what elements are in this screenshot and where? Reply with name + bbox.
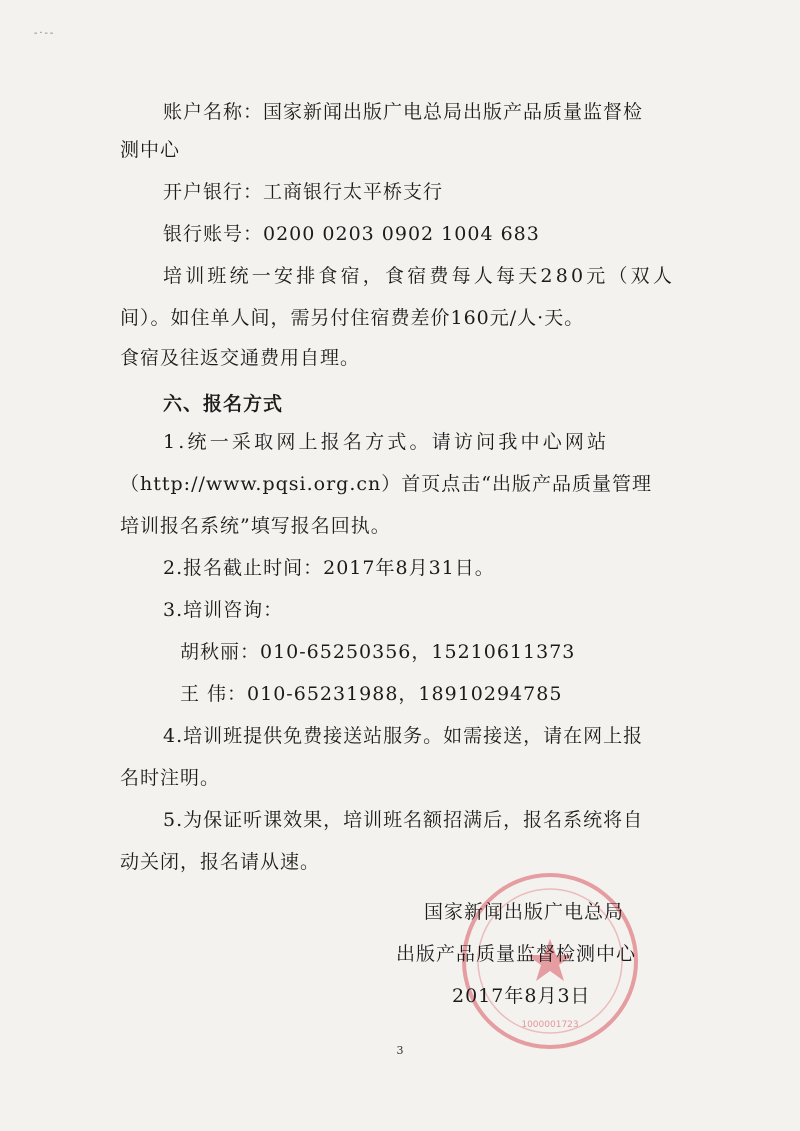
item3-line: 3.培训咨询： (163, 599, 284, 621)
item5-line-2: 动关闭，报名请从速。 (120, 851, 321, 873)
signature-date: 2017年8月3日 (452, 985, 591, 1007)
item1-line-1: 1.统一采取网上报名方式。请访问我中心网站 (163, 431, 610, 453)
item1-line-3: 培训报名系统”填写报名回执。 (120, 515, 391, 537)
page-number: 3 (396, 1044, 404, 1057)
contact-line-1: 胡秋丽：010-65250356，15210611373 (180, 641, 576, 663)
item4-line-1: 4.培训班提供免费接送站服务。如需接送，请在网上报 (163, 725, 644, 747)
item5-line-1: 5.为保证听课效果，培训班名额招满后，报名系统将自 (163, 809, 644, 831)
item4-line-2: 名时注明。 (120, 767, 221, 789)
lodging-line-2: 间）。如住单人间，需另付住宿费差价160元/人·天。 (120, 307, 585, 329)
account-number-line: 银行账号：0200 0203 0902 1004 683 (163, 223, 540, 245)
signature-org-1: 国家新闻出版广电总局 (424, 901, 625, 923)
item1-line-2: （http://www.pqsi.org.cn）首页点击“出版产品质量管理 (120, 473, 652, 495)
item2-line: 2.报名截止时间：2017年8月31日。 (163, 557, 495, 579)
lodging-line-3: 食宿及往返交通费用自理。 (120, 347, 361, 369)
section-title: 六、报名方式 (163, 393, 284, 415)
seal-code: 1000001723 (521, 1020, 579, 1030)
bank-line: 开户银行：工商银行太平桥支行 (163, 181, 444, 203)
signature-org-2: 出版产品质量监督检测中心 (396, 943, 637, 965)
scan-artifact: -·-- (34, 28, 56, 39)
contact-line-2: 王 伟：010-65231988，18910294785 (180, 683, 563, 705)
account-name-line-2: 测中心 (120, 139, 181, 161)
account-name-line-1: 账户名称：国家新闻出版广电总局出版产品质量监督检 (163, 101, 644, 123)
lodging-line-1: 培训班统一安排食宿，食宿费每人每天280元（双人 (163, 265, 676, 287)
